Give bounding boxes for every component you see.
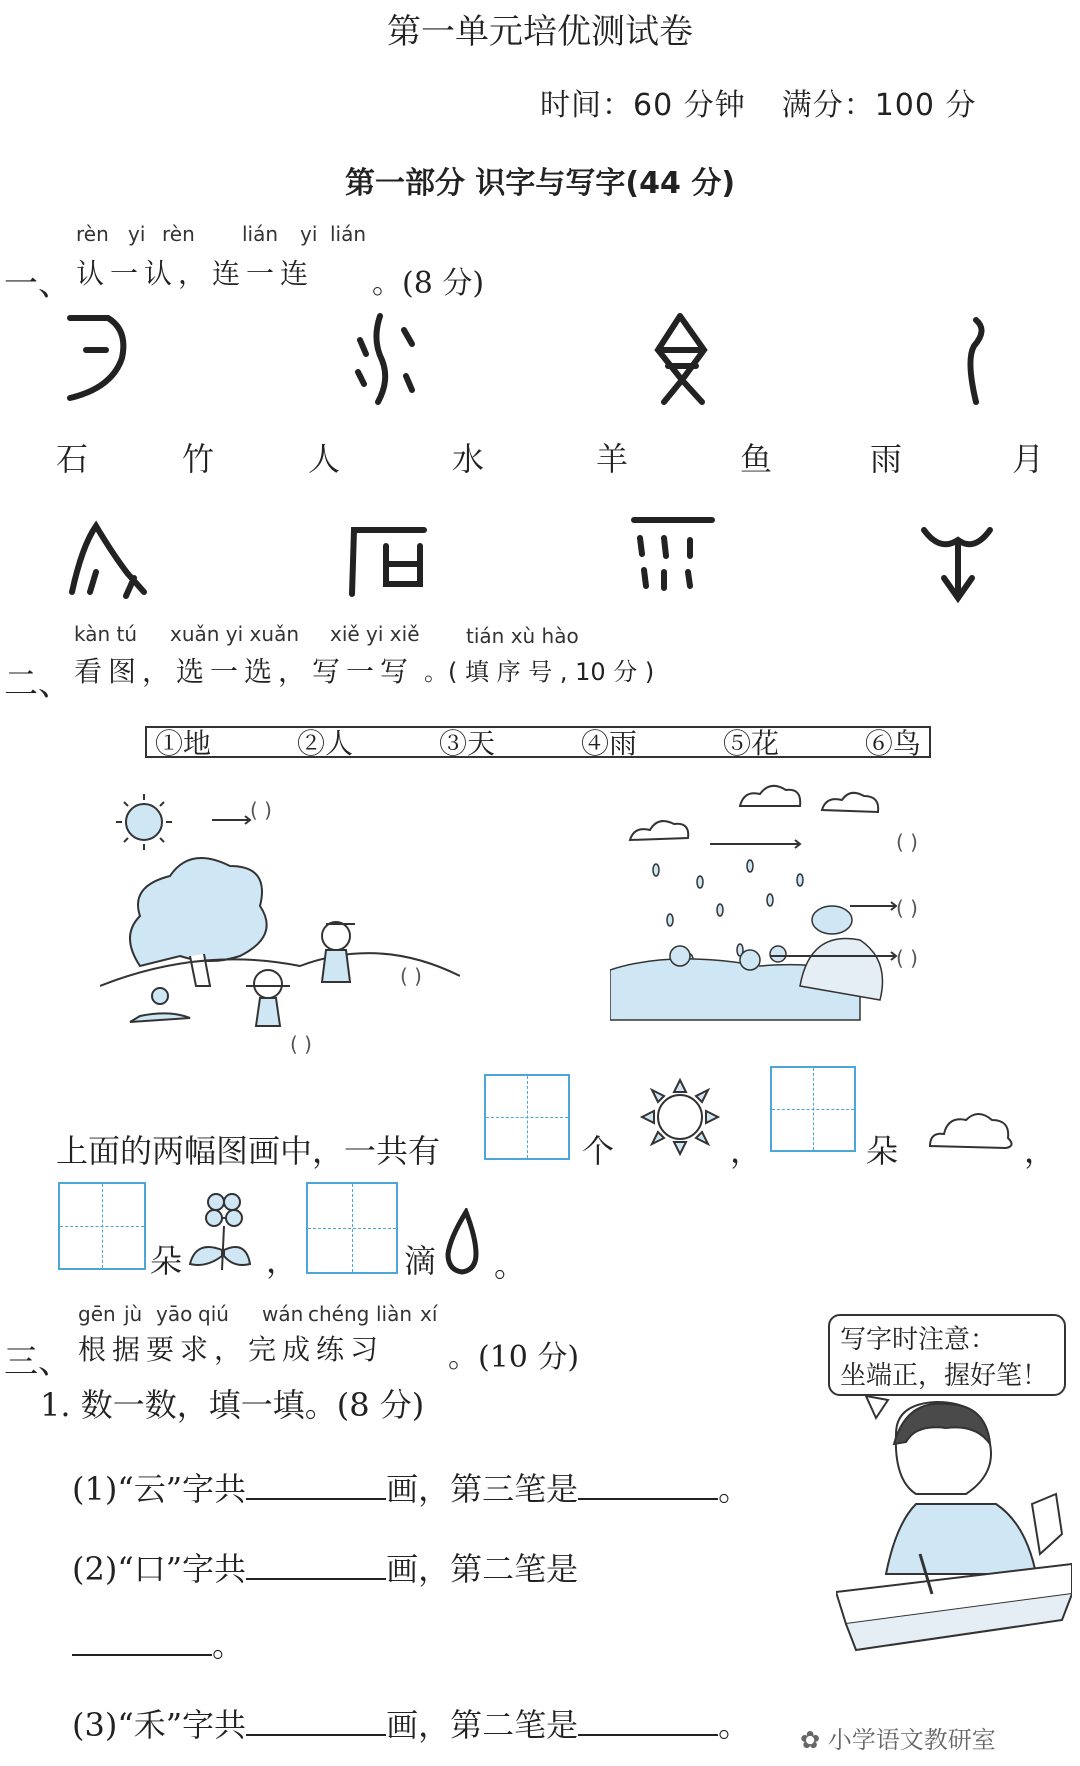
modern-characters-row — [0, 434, 1080, 484]
speech-bubble — [828, 1314, 1066, 1396]
bubble-line-1: 写字时注意： — [840, 1325, 997, 1355]
glyph-stone-icon — [352, 530, 424, 594]
char-yang[interactable]: 羊 — [596, 440, 629, 478]
char-yue[interactable]: 月 — [1012, 440, 1045, 478]
section-1-score: 。(8 分) — [372, 266, 485, 301]
item-1-prefix: (1)“云”字共 — [72, 1470, 247, 1508]
girl-icon — [322, 922, 350, 950]
fill-unit-di: 滴 — [404, 1242, 437, 1280]
pinyin-lian2: lián — [330, 222, 367, 246]
pinyin-xieyixie: xiě yi xiě — [330, 622, 420, 646]
question-1-item-1 — [72, 1464, 750, 1510]
pinyin-lian1: lián — [242, 222, 279, 246]
pinyin-yao: yāo — [156, 1302, 193, 1326]
question-1-item-2 — [72, 1544, 578, 1590]
fill-sentence-start: 上面的两幅图画中，一共有 — [56, 1132, 441, 1170]
sun-icon — [126, 804, 162, 840]
picture-left-scene — [100, 786, 460, 1046]
question-1-item-2-cont — [72, 1620, 244, 1666]
item-3-prefix: (3)“禾”字共 — [72, 1706, 247, 1744]
page-title: 第一单元培优测试卷 — [387, 12, 693, 52]
bird-icon — [812, 906, 852, 934]
answer-slot-left-3[interactable]: ( ) — [290, 1032, 312, 1056]
fill-unit-duo-2: 朵 — [150, 1242, 183, 1280]
pinyin-yi2: yi — [300, 222, 318, 246]
section-2-title: 看图，选一选，写一写 — [74, 655, 415, 688]
pinyin-ren2: rèn — [162, 222, 195, 246]
exam-meta — [540, 80, 1013, 124]
pinyin-xi: xí — [420, 1302, 438, 1326]
tianzi-box-2[interactable] — [770, 1066, 856, 1152]
tianzi-box-4[interactable] — [306, 1182, 398, 1274]
option-4: ④雨 — [580, 727, 637, 760]
sun-picture-icon — [632, 1074, 728, 1160]
pinyin-qiu: qiú — [198, 1302, 229, 1326]
pinyin-ren1: rèn — [76, 222, 109, 246]
fill-unit-ge: 个 — [582, 1132, 615, 1170]
glyph-rain-icon — [634, 520, 712, 588]
question-1-item-3 — [72, 1700, 750, 1746]
watermark — [800, 1720, 996, 1755]
answer-slot-right-2[interactable]: ( ) — [896, 896, 918, 920]
item-2-blank-strokes[interactable] — [246, 1550, 386, 1580]
cloud-picture-icon — [926, 1106, 1016, 1154]
item-1-blank-stroke[interactable] — [578, 1470, 718, 1500]
item-1-blank-strokes[interactable] — [246, 1470, 386, 1500]
pinyin-kantu: kàn tú — [74, 622, 138, 646]
section-1-title: 认一认，连一连 — [76, 257, 315, 290]
char-yu-rain[interactable]: 雨 — [870, 440, 903, 478]
item-2-prefix: (2)“口”字共 — [72, 1550, 247, 1588]
answer-slot-left-2[interactable]: ( ) — [400, 964, 422, 988]
section-2-number: 二、 — [4, 664, 72, 704]
picture-right-scene — [610, 770, 910, 1030]
option-5: ⑤花 — [722, 727, 779, 760]
glyph-person-icon — [970, 320, 981, 402]
glyph-moon-icon — [70, 318, 123, 398]
boy-writing-illustration — [836, 1394, 1072, 1654]
option-1: ①地 — [155, 727, 212, 760]
option-3: ③天 — [438, 727, 495, 760]
flower-right-icon — [670, 946, 690, 966]
item-3-blank-stroke[interactable] — [578, 1706, 718, 1736]
answer-slot-right-1[interactable]: ( ) — [896, 830, 918, 854]
fill-period: 。 — [494, 1246, 527, 1284]
fill-comma-1: ， — [730, 1132, 763, 1170]
tree-icon — [130, 858, 267, 966]
full-score: 满分：100 分 — [781, 88, 977, 123]
answer-slot-right-3[interactable]: ( ) — [896, 946, 918, 970]
part-heading: 第一部分 识字与写字(44 分) — [344, 166, 736, 201]
pinyin-wan: wán — [262, 1302, 304, 1326]
pinyin-xuanyixuan: xuǎn yi xuǎn — [170, 622, 299, 646]
tianzi-box-3[interactable] — [58, 1182, 146, 1270]
options-box — [145, 726, 931, 758]
fill-unit-duo-1: 朵 — [866, 1132, 899, 1170]
item-3-middle: 画，第二笔是 — [386, 1706, 579, 1744]
item-3-end: 。 — [718, 1706, 751, 1744]
glyph-bamboo-icon — [72, 526, 144, 596]
raindrop-picture-icon — [442, 1208, 482, 1276]
pinyin-tianxuhao: tián xù hào — [466, 624, 579, 648]
raindrop-icon — [653, 864, 659, 876]
section-3-score: 。(10 分) — [448, 1340, 580, 1375]
section-3-title: 根据要求，完成练习 — [78, 1333, 385, 1366]
char-shi[interactable]: 石 — [56, 440, 89, 478]
pinyin-cheng: chéng — [308, 1302, 370, 1326]
watermark-text: 小学语文教研室 — [827, 1726, 996, 1754]
section-2-note: 。( 填 序 号 , 10 分 ) — [424, 658, 655, 686]
pinyin-gen: gēn — [78, 1302, 116, 1326]
fill-comma-2: ， — [1024, 1132, 1057, 1170]
item-3-blank-strokes[interactable] — [246, 1706, 386, 1736]
option-6: ⑥鸟 — [864, 727, 921, 760]
answer-slot-left-1[interactable]: ( ) — [250, 798, 272, 822]
pinyin-lian: liàn — [376, 1302, 413, 1326]
fill-comma-3: ， — [266, 1242, 299, 1280]
cloud-icon — [630, 821, 688, 840]
time-limit: 时间：60 分钟 — [540, 88, 746, 123]
pinyin-yi1: yi — [128, 222, 146, 246]
item-1-middle: 画，第三笔是 — [386, 1470, 579, 1508]
item-2-blank-stroke[interactable] — [72, 1626, 212, 1656]
pinyin-ju: jù — [124, 1302, 143, 1326]
flower-icon — [152, 988, 168, 1004]
char-zhu[interactable]: 竹 — [182, 440, 215, 478]
wechat-icon: ✿ — [800, 1726, 828, 1754]
glyph-sheep-icon — [924, 530, 990, 598]
ancient-glyphs-row-2 — [60, 516, 1060, 606]
item-2-end: 。 — [212, 1626, 245, 1664]
boy-shirt-icon — [886, 1504, 1036, 1574]
section-3-number: 三、 — [4, 1342, 72, 1382]
section-1-number: 一、 — [4, 264, 72, 304]
tianzi-box-1[interactable] — [484, 1074, 570, 1160]
item-1-end: 。 — [718, 1470, 751, 1508]
char-shui[interactable]: 水 — [452, 440, 485, 478]
char-yu[interactable]: 鱼 — [740, 440, 773, 478]
bubble-line-2: 坐端正，握好笔！ — [840, 1361, 1049, 1391]
ancient-glyphs-row-1 — [60, 310, 1060, 410]
boy-icon — [254, 970, 282, 998]
char-ren[interactable]: 人 — [308, 440, 341, 478]
item-2-middle: 画，第二笔是 — [386, 1550, 579, 1588]
flower-picture-icon — [186, 1190, 252, 1274]
option-2: ②人 — [296, 727, 353, 760]
glyph-water-icon — [376, 316, 385, 402]
question-1: 1. 数一数，填一填。(8 分) — [40, 1386, 425, 1424]
glyph-fish-icon — [658, 316, 704, 402]
